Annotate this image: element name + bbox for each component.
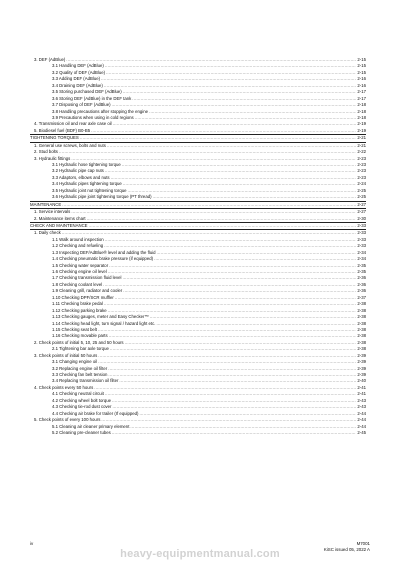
toc-entry-title: 1. Daily check [34,230,61,236]
toc-entry-title: 3.9 Precautions when using in cold regions [52,114,134,120]
toc-entry-page: 2-17 [357,89,366,95]
toc-entry-page: 2-30 [357,215,366,221]
toc-entry-title: 3.6 Storing DEF (AdBlue) in the DEF tank [52,95,132,101]
toc-entry-title: 1.7 Checking transmission fluid level [52,275,122,281]
toc-entry-title: 1.3 Inspecting DEF/AdBlue® level and adding the fluid [52,249,156,255]
toc-entry-title: 1.8 Checking coolant level [52,281,103,287]
dot-leader [89,223,357,229]
toc-entry-title: 3.3 Checking fan belt tension [52,372,108,377]
toc-entry-title: 5. Biodiesel fuel (BDF) B0-B5 [34,127,91,133]
dot-leader [91,128,356,134]
toc-entry-page: 2-43 [357,397,366,403]
toc-entry-page: 2-25 [357,194,366,200]
toc-entry[interactable] [30,128,366,135]
toc-entry-title: 3.1 Handling DEF (AdBlue) [52,63,104,69]
toc-entry-page: 2-38 [357,333,366,339]
toc-entry-title: 1.11 Checking brake pedal [52,301,103,307]
toc-entry-title: 4.4 Checking air brake for trailer (If equipped) [52,410,139,416]
toc-entry-title: MAINTENANCE [30,201,62,207]
toc-entry-title: 4.2 Checking wheel bolt torque [52,397,112,403]
toc-entry-page: 2-38 [357,326,366,332]
toc-entry-title: 5.2 Cleaning pre-cleaner tubes [52,429,111,435]
toc-entry-title: 3.4 Replacing transmission oil filter [52,378,119,384]
toc-entry-page: 2-39 [357,372,366,377]
toc-entry-page: 2-38 [357,307,366,313]
toc-entry-page: 2-44 [357,423,366,429]
toc-entry-page: 2-37 [357,294,366,300]
toc-entry-page: 2-27 [357,201,366,207]
toc-entry-page: 2-17 [357,95,366,101]
toc-entry-title: 1. Service intervals [34,209,71,215]
toc-entry-page: 2-33 [357,236,366,242]
toc-entry-title: 1.4 Checking pneumatic brake pressure (if equipped) [52,256,154,262]
toc-entry-page: 2-39 [357,365,366,371]
toc-entry-page: 2-36 [357,281,366,287]
toc-entry-title: 3. Hydraulic fittings [34,155,71,161]
toc-entry-page: 2-27 [357,209,366,215]
toc-entry-page: 2-38 [357,339,366,345]
toc-entry-title: 2. Check points of initial 5, 10, 25 and 50 hours [34,339,124,345]
toc-entry-title: TIGHTENING TORQUES [30,135,79,141]
toc-entry-title: 3. Check points of initial 50 hours [34,352,98,358]
toc-entry-title: CHECK AND MAINTENANCE [30,222,88,228]
toc-entry-page: 2-33 [357,243,366,249]
toc-entry-title: 2.1 Tightening bar axle torque [52,346,109,352]
toc-entry-page: 2-41 [357,384,366,390]
toc-entry-page: 2-34 [357,256,366,262]
toc-entry-page: 2-18 [357,114,366,120]
toc-entry-page: 2-41 [357,391,366,397]
toc-entry[interactable] [30,194,366,201]
toc-entry-title: 1. General use screws, bolts and nuts [34,142,106,148]
toc-entry-page: 2-22 [357,149,366,155]
toc-entry-page: 2-23 [357,155,366,161]
toc-entry-page: 2-38 [357,320,366,326]
toc-entry-page: 2-33 [357,222,366,228]
toc-entry-page: 2-44 [357,410,366,416]
toc-entry-page: 2-45 [357,429,366,435]
toc-entry-page: 2-19 [357,127,366,133]
toc-entry-title: 5. Check points of every 100 hours [34,417,101,423]
toc-entry-page: 2-39 [357,352,366,358]
toc-section-heading[interactable] [30,223,366,230]
toc-entry[interactable] [30,430,366,436]
toc-entry-page: 2-18 [357,108,366,114]
dot-leader [80,135,357,141]
toc-entry-page: 2-44 [357,417,366,423]
toc-entry-page: 2-38 [357,314,366,320]
toc-entry-page: 2-38 [357,301,366,307]
toc-entry-title: 3.4 Draining DEF (AdBlue) [52,82,103,88]
model-number: M7001 [356,541,370,546]
toc-section-heading[interactable] [30,135,366,142]
toc-entry-page: 2-16 [357,76,366,82]
toc-entry-page: 2-34 [357,249,366,255]
toc-entry-page: 2-33 [357,230,366,236]
toc-entry-title: 3.6 Hydraulic pipe joint tightening torque (PT thread) [52,194,152,200]
toc-entry-title: 3.3 Adaptors, elbows and nuts [52,174,110,180]
toc-entry-title: 3.3 Adding DEF (AdBlue) [52,76,101,82]
toc-entry-title: 3.2 Hydraulic pipe cap nuts [52,168,104,174]
toc-entry-page: 2-23 [357,162,366,167]
toc-entry-title: 2. Stud bolts [34,149,58,155]
toc-entry-page: 2-24 [357,181,366,187]
watermark: heavy-equipmentmanual.com [120,548,280,560]
toc-entry-title: 1.2 Checking and refueling [52,243,104,249]
toc-entry-page: 2-39 [357,359,366,365]
toc-entry-page: 2-25 [357,187,366,193]
toc-entry-title: 1.16 Checking movable parts [52,333,108,339]
toc-entry-page: 2-21 [357,142,366,148]
toc-entry-title: 3.2 Replacing engine oil filter [52,365,108,371]
toc-entry-page: 2-19 [357,121,366,127]
toc-entry[interactable] [30,216,366,223]
toc-entry-page: 2-40 [357,378,366,384]
toc-entry-page: 2-23 [357,168,366,174]
toc-entry-page: 2-36 [357,275,366,281]
toc-entry-page: 2-15 [357,63,366,69]
issue-info: KiSC issued 05, 2022 A [323,547,370,552]
toc-entry-page: 2-15 [357,69,366,75]
toc-entry-page: 2-15 [357,57,366,62]
toc-entry-title: 1.15 Checking seat belt [52,326,97,332]
toc-entry-title: 1.12 Checking parking brake [52,307,107,313]
toc-entry-page: 2-43 [357,404,366,410]
toc-entry-page: 2-35 [357,269,366,274]
toc-entry-page: 2-23 [357,174,366,180]
toc-entry-title: 4. Transmission oil and rear axle case oil [34,121,112,127]
toc-entry-page: 2-36 [357,288,366,294]
toc-entry-title: 1.9 Cleaning grill, radiator and cooler [52,288,123,294]
toc-entry-title: 1.10 Checking DPF/SCR muffler [52,294,114,300]
toc-entry-title: 4.3 Checking tie-rod dust cover [52,404,112,410]
toc-entry-title: 5.1 Cleaning air cleaner primary element [52,423,130,429]
toc-entry-title: 1.5 Checking water separator [52,262,109,268]
toc-entry-title: 1.14 Checking head light, turn signal / hazard light etc. [52,320,156,326]
dot-leader [112,430,357,436]
toc-entry-title: 1.6 Checking engine oil level [52,269,107,274]
toc-entry-title: 3.8 Handling precautions after stopping the engine [52,108,149,114]
toc-entry-title: 1.13 Checking gauges, meter and Easy Checker™ [52,314,149,320]
toc-entry-title: 4.1 Checking neutral circuit [52,391,104,397]
toc-entry-title: 4. Check points every 50 hours [34,384,94,390]
toc-entry-page: 2-38 [357,346,366,352]
toc-entry-page: 2-21 [357,135,366,141]
toc-entry-page: 2-35 [357,262,366,268]
dot-leader [87,216,357,222]
toc-section-heading[interactable] [30,202,366,209]
dot-leader [62,202,356,208]
dot-leader [153,194,357,200]
toc-entry-page: 2-16 [357,82,366,88]
toc-entry-title: 1.1 Walk around inspection [52,236,104,242]
toc-entry-title: 3.5 Hydraulic joint nut tightening torque [52,187,127,193]
toc-entry-title: 3.1 Changing engine oil [52,359,98,365]
table-of-contents [30,57,366,436]
toc-entry-title: 3.4 Hydraulic pipes tightening torque [52,181,122,187]
toc-entry-title: 3.7 Disposing of DEF (AdBlue) [52,102,111,108]
toc-entry-title: 3.5 Storing purchased DEF (AdBlue) [52,89,122,95]
toc-entry-title: 3.1 Hydraulic hose tightening torque [52,162,121,167]
toc-entry-title: 3.2 Quality of DEF (AdBlue) [52,69,106,75]
toc-entry-page: 2-18 [357,102,366,108]
toc-entry-title: 2. Maintenance items chart [34,215,86,221]
toc-entry-title: 3. DEF (AdBlue) [34,57,66,62]
page-number: iv [30,541,34,546]
